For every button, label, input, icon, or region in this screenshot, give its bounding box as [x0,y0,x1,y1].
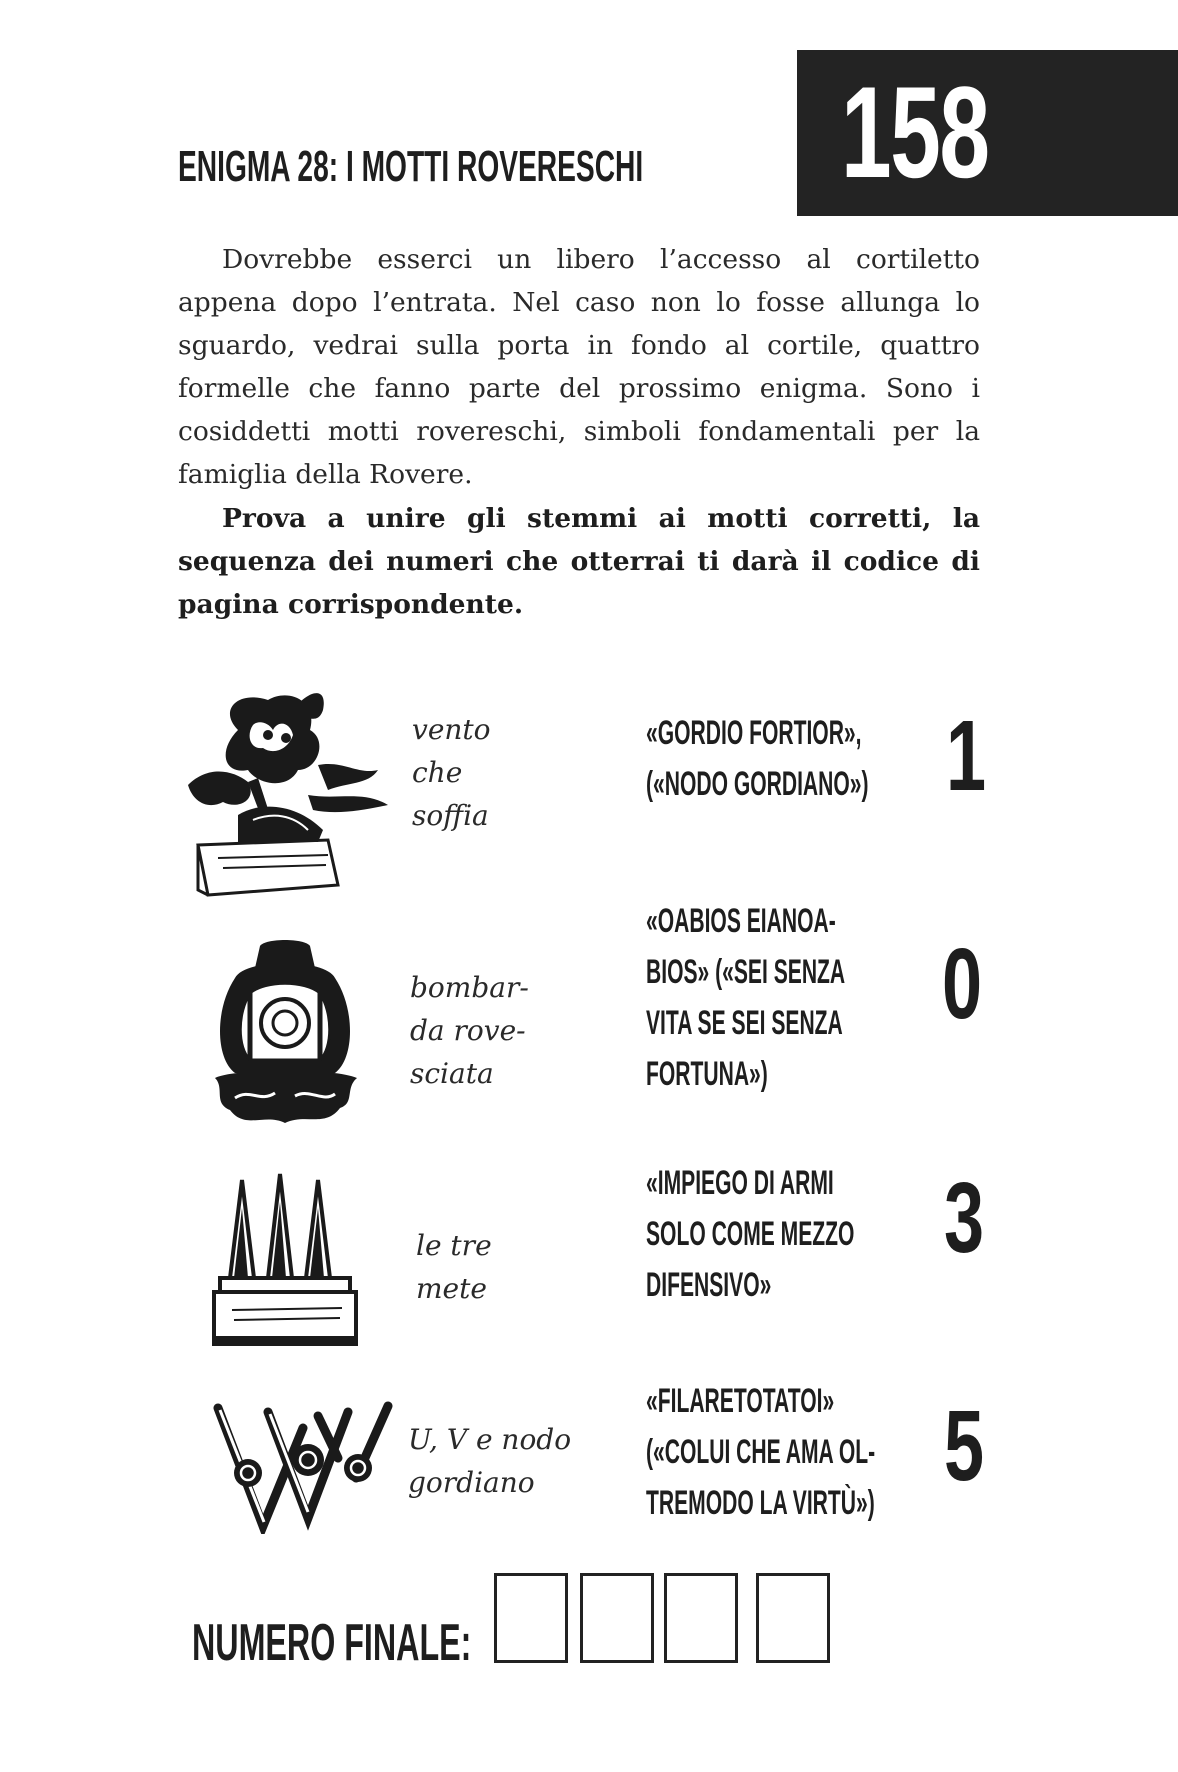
motto-line: («NODO GORDIANO») [646,765,869,803]
motto-line: VITA SE SEI SENZA [646,1004,843,1042]
motto-line: SOLO COME MEZZO [646,1215,855,1253]
uv-gordian-knot-emblem-icon [208,1398,398,1534]
motto-3 [646,1158,936,1311]
motto-line: «IMPIEGO DI ARMI [646,1164,834,1202]
emblem-caption-3: le tre mete [416,1229,492,1305]
page-number-box [797,50,1178,216]
answer-box-3[interactable] [664,1573,738,1663]
three-goals-emblem-icon [212,1168,370,1350]
motto-line: «OABIOS EIANOA- [646,902,836,940]
instruction-paragraph: Prova a unire gli stemmi ai motti corretti, la sequenza dei numeri che otterrai ti darà il codice di pagina corrispondente. [178,503,980,620]
final-number-label: NUMERO FINALE: [192,1614,472,1672]
motto-1 [646,708,936,810]
page-number: 158 [841,59,989,205]
motto-line: FORTUNA») [646,1055,768,1093]
emblem-caption-2: bombar- da rove- sciata [410,971,529,1090]
motto-line: «GORDIO FORTIOR», [646,714,862,752]
motto-number-4: 5 [944,1390,985,1502]
intro-paragraph: Dovrebbe esserci un libero l’accesso al cortiletto appena dopo l’entrata. Nel caso non lo fosse allunga lo sguardo, vedrai sulla porta in fondo al cortile, quattro formelle che fanno parte del prossimo enigma. Sono i cosiddetti motti rovereschi, simboli fondamentali per la famiglia della Rovere. [178,244,980,490]
motto-number-1: 1 [946,700,987,812]
motto-4 [646,1376,936,1529]
motto-2 [646,896,936,1100]
emblem-caption-4: U, V e nodo gordiano [408,1423,572,1499]
answer-box-4[interactable] [756,1573,830,1663]
overturned-bombard-emblem-icon [205,938,365,1134]
motto-line: «FILARETOTATOI» [646,1382,835,1420]
motto-line: DIFENSIVO» [646,1266,772,1304]
motto-line: («COLUI CHE AMA OL- [646,1433,876,1471]
answer-box-1[interactable] [494,1573,568,1663]
motto-line: BIOS» («SEI SENZA [646,953,846,991]
emblem-caption-1: vento che soffia [412,713,491,832]
motto-number-2: 0 [942,928,983,1040]
page-title: ENIGMA 28: I MOTTI ROVERESCHI [178,142,644,191]
motto-number-3: 3 [944,1162,985,1274]
blowing-wind-emblem-icon [178,690,398,908]
motto-line: TREMODO LA VIRTÙ») [646,1484,875,1522]
answer-box-2[interactable] [580,1573,654,1663]
